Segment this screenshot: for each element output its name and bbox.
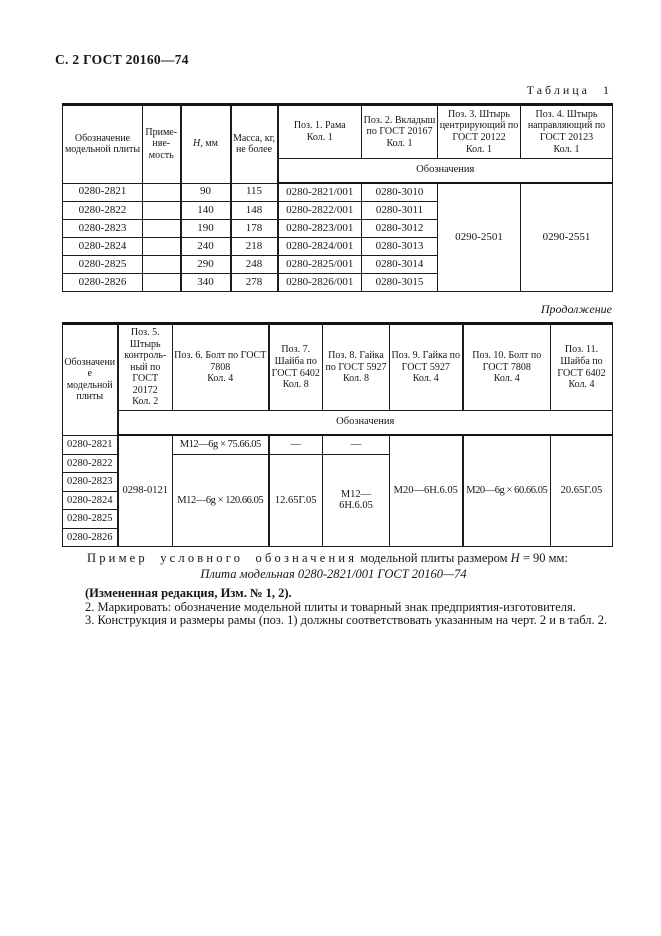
- usage-cell: [143, 256, 181, 274]
- height-cell: 140: [181, 202, 231, 220]
- qty-label: Кол. 4: [207, 373, 234, 385]
- parts-table-continuation: [62, 322, 613, 547]
- col-header-pos3-centering-pin: Поз. 3. Штырь центрирующий по ГОСТ 20122 Кол. 1: [438, 105, 521, 159]
- qty-label: Кол. 8: [342, 373, 370, 385]
- mass-cell: 248: [231, 256, 278, 274]
- insert-cell: 0280-3012: [362, 220, 438, 238]
- plate-cell: 0280-2821: [63, 435, 118, 454]
- usage-cell: [143, 274, 181, 292]
- washer11-cell: 20.65Г.05: [551, 435, 613, 547]
- plate-cell: 0280-2822: [63, 454, 118, 473]
- col-header-pos8-nut: Поз. 8. Гайка по ГОСТ 5927 Кол. 8: [323, 324, 390, 411]
- col-header-pos2-insert: Поз. 2. Вкладыш по ГОСТ 20167 Кол. 1: [362, 105, 438, 159]
- nut9-cell: М20—6Н.6.05: [390, 435, 463, 547]
- washer7-cell: 12.65Г.05: [269, 454, 323, 547]
- plate-cell: 0280-2822: [63, 202, 143, 220]
- designation-example: Плита модельная 0280-2821/001 ГОСТ 20160—74: [200, 566, 467, 581]
- frame-cell: 0280-2825/001: [278, 256, 362, 274]
- usage-cell: [143, 238, 181, 256]
- height-symbol: Н: [510, 551, 520, 565]
- col-header-pos1-frame: Поз. 1. Рама Кол. 1: [278, 105, 362, 159]
- plate-cell: 0280-2824: [63, 491, 118, 510]
- qty-label: Кол. 4: [568, 379, 595, 391]
- usage-cell: [143, 183, 181, 202]
- notes-block: [55, 552, 612, 628]
- frame-cell: 0280-2823/001: [278, 220, 362, 238]
- nut8-cell: М12—6Н.6.05: [323, 454, 390, 547]
- qty-label: Кол. 2: [132, 396, 159, 408]
- height-cell: 90: [181, 183, 231, 202]
- nut8-cell: —: [323, 435, 390, 454]
- height-unit: , мм: [200, 138, 218, 150]
- mass-cell: 148: [231, 202, 278, 220]
- mass-cell: 218: [231, 238, 278, 256]
- col-header-pos5-control-pin: Поз. 5. Штырь контрольный по ГОСТ 20172 Кол. 2: [118, 324, 173, 411]
- control-pin-cell: 0298-0121: [118, 435, 173, 547]
- example-spaced-text: Пример условного обозначения: [87, 551, 358, 565]
- mass-cell: 115: [231, 183, 278, 202]
- insert-cell: 0280-3011: [362, 202, 438, 220]
- designations-header: Обозначения: [278, 159, 613, 184]
- bolt10-cell: М20—6g × 60.66.05: [463, 435, 551, 547]
- plate-cell: 0280-2824: [63, 238, 143, 256]
- guiding-pin-cell: 0290-2551: [521, 183, 613, 292]
- col-header-mass: Масса, кг, не более: [231, 105, 278, 184]
- col-header-pos7-washer: Поз. 7. Шайба по ГОСТ 6402 Кол. 8: [269, 324, 323, 411]
- col-header-pos11-washer: Поз. 11. Шайба по ГОСТ 6402 Кол. 4: [551, 324, 613, 411]
- usage-cell: [143, 220, 181, 238]
- plate-cell: 0280-2826: [63, 528, 118, 547]
- plate-cell: 0280-2823: [63, 220, 143, 238]
- mass-cell: 178: [231, 220, 278, 238]
- height-cell: 240: [181, 238, 231, 256]
- height-cell: 190: [181, 220, 231, 238]
- note-3: 3. Конструкция и размеры рамы (поз. 1) должны соответствовать указанным на черт. 2 и в табл. 2.: [85, 613, 608, 627]
- continuation-caption: Продолжение: [540, 302, 612, 316]
- table2-header-row: [63, 324, 613, 411]
- plate-cell: 0280-2825: [63, 510, 118, 529]
- amended-revision-note: (Измененная редакция, Изм. № 1, 2).: [85, 586, 292, 600]
- qty-label: Кол. 8: [282, 379, 309, 391]
- table2-designations-row: [63, 411, 613, 436]
- bolt6-cell: М12—6g × 120.66.05: [173, 454, 269, 547]
- col-header-height: [181, 105, 231, 184]
- washer7-cell: —: [269, 435, 323, 454]
- col-header-pos6-bolt: Поз. 6. Болт по ГОСТ 7808 Кол. 4: [173, 324, 269, 411]
- table-row: [63, 183, 613, 202]
- col-header-plate: Обозначение модельной плиты: [63, 324, 118, 436]
- qty-label: Кол. 4: [412, 373, 439, 385]
- insert-cell: 0280-3014: [362, 256, 438, 274]
- page-title: С. 2 ГОСТ 20160—74: [55, 52, 189, 67]
- table-row: [63, 435, 613, 454]
- qty-label: Кол. 1: [465, 143, 493, 155]
- note-2: 2. Маркировать: обозначение модельной плиты и товарный знак предприятия-изготовителя.: [85, 599, 576, 614]
- height-symbol: Н: [193, 138, 201, 150]
- qty-label: Кол. 1: [386, 137, 413, 149]
- frame-cell: 0280-2822/001: [278, 202, 362, 220]
- qty-label: Кол. 1: [553, 143, 580, 155]
- mass-cell: 278: [231, 274, 278, 292]
- designation-example-intro: Пример условного обозначения модельной плиты размером Н = 90 мм:: [87, 551, 568, 565]
- plate-cell: 0280-2825: [63, 256, 143, 274]
- col-header-pos10-bolt: Поз. 10. Болт по ГОСТ 7808 Кол. 4: [463, 324, 551, 411]
- plate-cell: 0280-2826: [63, 274, 143, 292]
- frame-cell: 0280-2821/001: [278, 183, 362, 202]
- col-header-usage: Приме- няе- мость: [143, 105, 181, 184]
- col-header-pos4-guiding-pin: Поз. 4. Штырь направляющий по ГОСТ 20123 Кол. 1: [521, 105, 613, 159]
- insert-cell: 0280-3013: [362, 238, 438, 256]
- insert-cell: 0280-3010: [362, 183, 438, 202]
- table1-header-row: [63, 105, 613, 159]
- height-cell: 340: [181, 274, 231, 292]
- col-header-plate: Обозначение модельной плиты: [63, 105, 143, 184]
- plate-cell: 0280-2821: [63, 183, 143, 202]
- designations-header: Обозначения: [118, 411, 613, 436]
- frame-cell: 0280-2824/001: [278, 238, 362, 256]
- frame-cell: 0280-2826/001: [278, 274, 362, 292]
- col-header-pos9-nut: Поз. 9. Гайка по ГОСТ 5927 Кол. 4: [390, 324, 463, 411]
- bolt6-cell: М12—6g × 75.66.05: [173, 435, 269, 454]
- insert-cell: 0280-3015: [362, 274, 438, 292]
- qty-label: Кол. 4: [493, 373, 520, 385]
- centering-pin-cell: 0290-2501: [438, 183, 521, 292]
- usage-cell: [143, 202, 181, 220]
- parts-table-1: [62, 103, 613, 292]
- height-cell: 290: [181, 256, 231, 274]
- qty-label: Кол. 1: [306, 132, 333, 143]
- plate-cell: 0280-2823: [63, 473, 118, 492]
- table1-caption: Таблица 1: [526, 83, 612, 97]
